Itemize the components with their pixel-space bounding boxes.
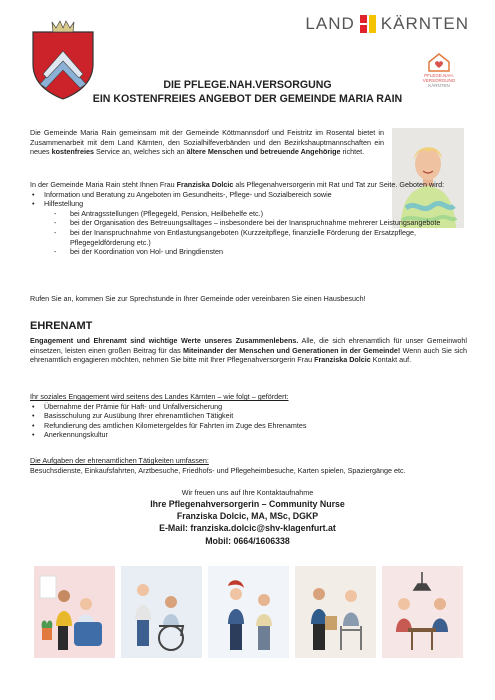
contact-intro: Wir freuen uns auf Ihre Kontaktaufnahme — [181, 488, 314, 497]
support-heading: Ihr soziales Engagement wird seitens des Landes Kärnten – wie folgt – gefördert: — [30, 392, 289, 401]
list-item: • Hilfestellung - bei Antragsstellungen (Pflegegeld, Pension, Heilbehelfe etc.) - bei der Organisation des Betreuungsalltages – insbesondere bei der Inanspruchnahme mehrerer Leistungsangebote - bei der Inanspruchnahme von Entlastungsangeboten (Kurzzeitpflege, finanzielle Förderung der Ersatzpflege, Pflegegeldförderung etc.) - bei der Koordination von Hol- und Bringdiensten — [44, 199, 467, 257]
support-section — [30, 392, 467, 440]
pflege-logo-line1: PFLEGE.NAH. — [424, 72, 454, 78]
contact-block — [0, 488, 495, 547]
pflege-logo-line3: KÄRNTEN — [428, 82, 450, 88]
list-item: - bei Antragsstellungen (Pflegegeld, Pension, Heilbehelfe etc.) — [70, 209, 467, 219]
tasks-heading: Die Aufgaben der ehrenamtlichen Tätigkeiten umfassen: — [30, 456, 209, 465]
title-line2: EIN KOSTENFREIES ANGEBOT DER GEMEINDE MARIA RAIN — [92, 93, 403, 105]
list-item: • Anerkennungskultur — [44, 430, 467, 440]
caregiver-with-senior-icon — [34, 566, 115, 658]
land-logo-right: KÄRNTEN — [380, 14, 469, 33]
contact-email: E-Mail: franziska.dolcic@shv-klagenfurt.at — [159, 523, 336, 534]
list-item: • Basisschulung zur Ausübung Ihrer ehrenamtlichen Tätigkeit — [44, 411, 467, 421]
title-line1: DIE PFLEGE.NAH.VERSORGUNG — [163, 79, 332, 91]
offer-section — [30, 180, 467, 257]
page-title — [0, 78, 495, 106]
list-item: • Refundierung des amtlichen Kilometergeldes für Fahrten im Zuge des Ehrenamtes — [44, 421, 467, 431]
offer-list — [30, 190, 467, 257]
tasks-text: Besuchsdienste, Einkaufsfahrten, Arztbesuche, Friedhofs- und Pflegeheimbesuche, Karten spielen, Spaziergänge etc. — [30, 465, 406, 475]
house-heart-icon — [426, 52, 452, 72]
shopping-help-icon — [295, 566, 376, 658]
land-kaernten-logo — [305, 14, 469, 34]
contact-role: Ihre Pflegenahversorgerin – Community Nurse — [150, 499, 345, 509]
land-logo-mark-icon — [360, 15, 376, 33]
land-logo-left: LAND — [305, 14, 355, 33]
wheelchair-assistance-icon — [121, 566, 202, 658]
list-item: • Übernahme der Prämie für Haft- und Unfallversicherung — [44, 402, 467, 412]
nurse-visit-icon — [208, 566, 289, 658]
pflege-logo-line2: VERSORGUNG — [422, 77, 456, 83]
help-sublist — [44, 209, 467, 257]
list-item: - bei der Organisation des Betreuungsalltages – insbesondere bei der Inanspruchnahme mehrerer Leistungsangebote — [70, 218, 467, 228]
support-list — [30, 402, 467, 440]
list-item: - bei der Koordination von Hol- und Bringdiensten — [70, 247, 467, 257]
ehrenamt-heading: EHRENAMT — [30, 320, 93, 332]
seniors-playing-cards-icon — [382, 566, 463, 658]
intro-paragraph: Die Gemeinde Maria Rain gemeinsam mit der Gemeinde Köttmannsdorf und Feistritz im Rosental bietet in Zusammenarbeit mit dem Land Kärnten, den Sozialhilfeverbänden und den Bezirkshauptmannschaften ein neues kostenfreies Service an, welches sich an ältere Menschen und betreuende Angehörige richtet. — [30, 128, 384, 157]
tasks-section — [30, 456, 467, 475]
contact-phone: Mobil: 0664/1606338 — [205, 535, 290, 546]
list-item: - bei der Inanspruchnahme von Entlastungsangeboten (Kurzzeitpflege, finanzielle Förderung der Ersatzpflege, Pflegegeldförderung etc.) — [70, 228, 467, 247]
offer-paragraph: In der Gemeinde Maria Rain steht Ihnen Frau Franziska Dolcic als Pflegenahversorgerin mit Rat und Tat zur Seite. Geboten wird: — [30, 180, 445, 189]
contact-name: Franziska Dolcic, MA, MSc, DGKP — [176, 511, 319, 522]
ehrenamt-paragraph: Engagement und Ehrenamt sind wichtige Werte unseres Zusammenlebens. Alle, die sich ehrenamtlich für unser Gemeinwohl einsetzen, leisten einen großen Beitrag für das Miteinander der Menschen und Generationen in der Gemeinde! Wenn auch Sie sich ehrenamtlich engagieren möchten, nehmen Sie bitte mit Ihrer Pflegenahversorgerin Frau Franziska Dolcic Kontakt auf. — [30, 336, 467, 365]
list-item: • Information und Beratung zu Angeboten im Gesundheits-, Pflege- und Sozialbereich sowie — [44, 190, 467, 200]
call-to-action: Rufen Sie an, kommen Sie zur Sprechstunde in Ihrer Gemeinde oder vereinbaren Sie einen Hausbesuch! — [30, 294, 366, 303]
